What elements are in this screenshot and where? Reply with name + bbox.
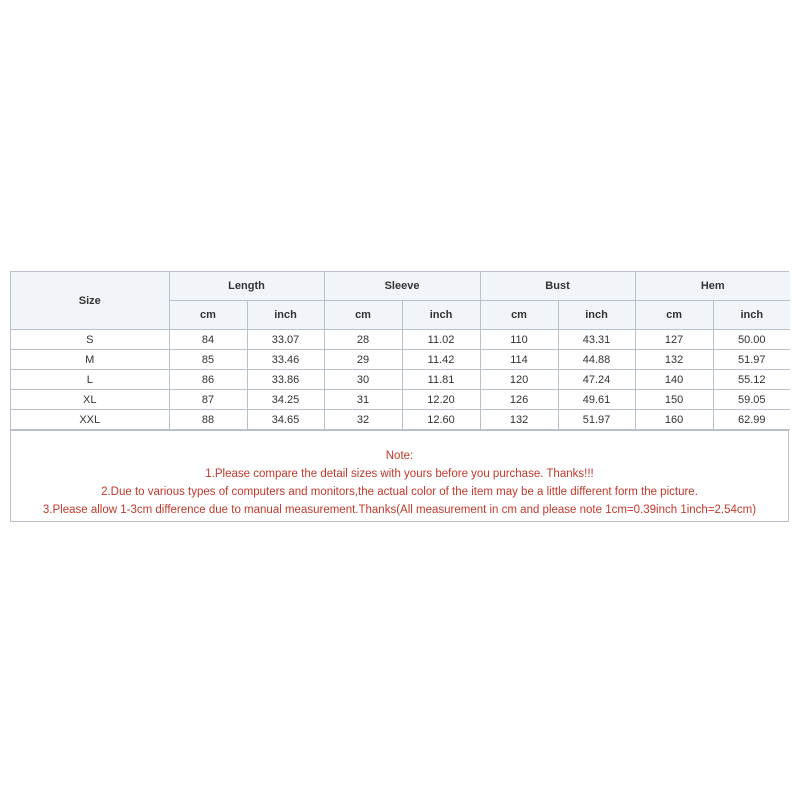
measure-cell: 132 (480, 410, 558, 430)
unit-header: cm (480, 301, 558, 330)
measure-cell: 29 (324, 350, 402, 370)
size-column-header: Size (11, 272, 169, 330)
measure-cell: 34.25 (247, 390, 324, 410)
measure-cell: 87 (169, 390, 247, 410)
measure-cell: 11.42 (402, 350, 480, 370)
measure-cell: 126 (480, 390, 558, 410)
measure-cell: 84 (169, 330, 247, 350)
measure-cell: 33.07 (247, 330, 324, 350)
header-row-groups (11, 272, 790, 301)
measure-cell: 85 (169, 350, 247, 370)
table-row (11, 390, 790, 410)
measure-cell: 31 (324, 390, 402, 410)
unit-header: inch (402, 301, 480, 330)
unit-header: inch (558, 301, 635, 330)
note-line-3: 3.Please allow 1-3cm difference due to manual measurement.Thanks(All measurement in cm and please note 1cm=0.39inch 1inch=2.54cm) (42, 504, 757, 516)
size-cell: M (11, 350, 169, 370)
size-rows (11, 330, 790, 430)
size-table (11, 272, 790, 430)
measure-cell: 132 (635, 350, 713, 370)
unit-header: cm (169, 301, 247, 330)
measure-cell: 150 (635, 390, 713, 410)
measure-cell: 55.12 (713, 370, 790, 390)
measure-cell: 44.88 (558, 350, 635, 370)
measure-cell: 11.81 (402, 370, 480, 390)
table-row (11, 350, 790, 370)
measure-cell: 43.31 (558, 330, 635, 350)
note-line-1: 1.Please compare the detail sizes with yours before you purchase. Thanks!!! (205, 468, 594, 480)
measure-cell: 62.99 (713, 410, 790, 430)
measure-cell: 32 (324, 410, 402, 430)
measure-cell: 120 (480, 370, 558, 390)
measure-cell: 127 (635, 330, 713, 350)
size-cell: L (11, 370, 169, 390)
measure-cell: 47.24 (558, 370, 635, 390)
size-chart (10, 271, 789, 522)
measure-cell: 86 (169, 370, 247, 390)
group-header-bust: Bust (480, 272, 635, 301)
measure-cell: 30 (324, 370, 402, 390)
notes-section (11, 430, 788, 521)
measure-cell: 51.97 (558, 410, 635, 430)
size-cell: S (11, 330, 169, 350)
size-cell: XL (11, 390, 169, 410)
table-row (11, 330, 790, 350)
measure-cell: 59.05 (713, 390, 790, 410)
measure-cell: 51.97 (713, 350, 790, 370)
note-line-2: 2.Due to various types of computers and monitors,the actual color of the item may be a little different form the picture. (101, 486, 698, 498)
measure-cell: 34.65 (247, 410, 324, 430)
measure-cell: 88 (169, 410, 247, 430)
unit-header: cm (635, 301, 713, 330)
group-header-hem: Hem (635, 272, 790, 301)
table-row (11, 370, 790, 390)
measure-cell: 33.86 (247, 370, 324, 390)
note-title: Note: (385, 450, 414, 462)
measure-cell: 140 (635, 370, 713, 390)
measure-cell: 28 (324, 330, 402, 350)
measure-cell: 114 (480, 350, 558, 370)
group-header-sleeve: Sleeve (324, 272, 480, 301)
unit-header: cm (324, 301, 402, 330)
measure-cell: 110 (480, 330, 558, 350)
measure-cell: 11.02 (402, 330, 480, 350)
measure-cell: 160 (635, 410, 713, 430)
table-row (11, 410, 790, 430)
size-cell: XXL (11, 410, 169, 430)
group-header-length: Length (169, 272, 324, 301)
measure-cell: 49.61 (558, 390, 635, 410)
measure-cell: 12.20 (402, 390, 480, 410)
unit-header: inch (247, 301, 324, 330)
measure-cell: 12.60 (402, 410, 480, 430)
unit-header: inch (713, 301, 790, 330)
measure-cell: 33.46 (247, 350, 324, 370)
measure-cell: 50.00 (713, 330, 790, 350)
